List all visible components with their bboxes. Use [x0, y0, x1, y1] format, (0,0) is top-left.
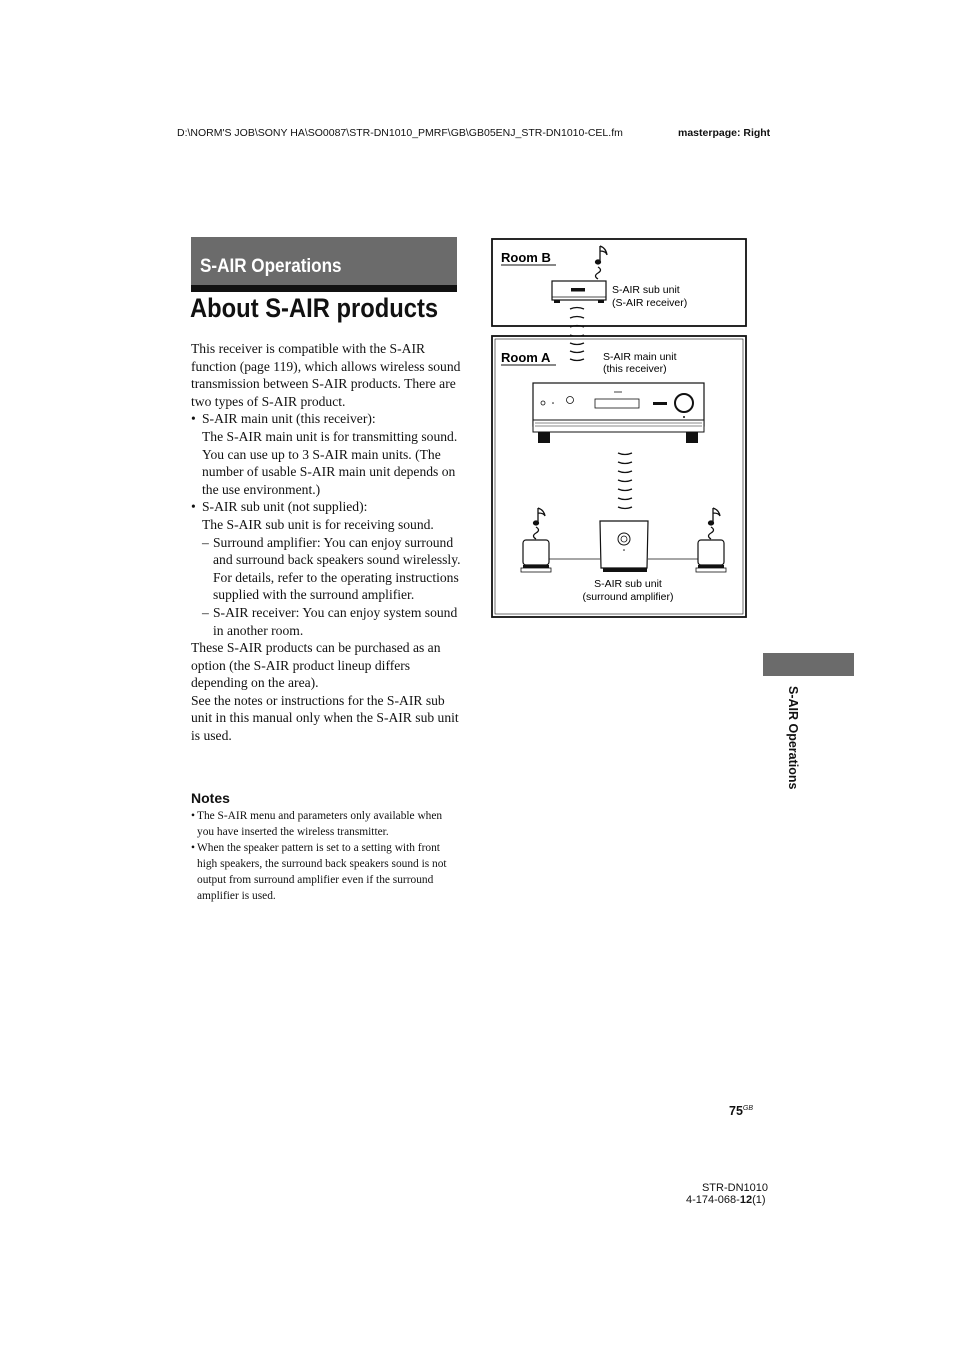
- room-a-box: [492, 336, 746, 617]
- main-unit-label-1: S-AIR main unit: [603, 351, 677, 363]
- bullet-main-unit: • S-AIR main unit (this receiver):: [191, 410, 461, 428]
- notes-list: [191, 808, 459, 904]
- s-air-receiver-device: [552, 281, 606, 303]
- sub-amp-label-2: (surround amplifier): [582, 591, 674, 603]
- notes-title: Notes: [191, 790, 230, 806]
- document-code: [686, 1194, 766, 1206]
- room-a-label: Room A: [501, 350, 551, 365]
- section-band-rule: [191, 285, 457, 292]
- s-air-diagram: [490, 237, 750, 622]
- see-notes-paragraph: See the notes or instructions for the S-AIR sub unit in this manual only when the S-AIR sub unit is used.: [191, 692, 459, 744]
- dash-surround-amp: – Surround amplifier: You can enjoy surround and surround back speakers sound wirelessly. For details, refer to the operating instructions supplied with the surround amplifier.: [191, 534, 461, 604]
- page-number-value: 75: [729, 1104, 743, 1118]
- surround-speaker-left: [521, 540, 551, 572]
- intro-paragraph: This receiver is compatible with the S-AIR function (page 119), which allows wireless sound transmission between S-AIR products. There are two types of S-AIR product.: [191, 341, 461, 409]
- side-tab-text: S-AIR Operations: [786, 686, 800, 790]
- note-item: • When the speaker pattern is set to a setting with front high speakers, the surround back speakers sound is not output from surround amplifier even if the surround amplifier is used.: [191, 840, 459, 904]
- side-tab: [763, 653, 854, 676]
- page-heading: About S-AIR products: [190, 293, 439, 323]
- section-title: S-AIR Operations: [200, 256, 342, 277]
- main-unit-label-2: (this receiver): [603, 363, 667, 375]
- code-bold: 12: [739, 1194, 753, 1206]
- sub-receiver-label-2: (S-AIR receiver): [612, 297, 688, 309]
- main-unit-desc-1: The S-AIR main unit is for transmitting sound.: [202, 428, 458, 444]
- page-number: [729, 1104, 753, 1118]
- dash-receiver: – S-AIR receiver: You can enjoy system sound in another room.: [191, 604, 461, 639]
- bullet-sub-unit: • S-AIR sub unit (not supplied):: [191, 498, 461, 516]
- page-number-suffix: GB: [742, 1104, 754, 1112]
- room-b-label: Room B: [501, 250, 551, 265]
- main-unit-desc-2: You can use up to 3 S-AIR main units. (The number of usable S-AIR main unit depends on the use environment.): [202, 446, 456, 497]
- surround-amplifier-device: [600, 521, 648, 572]
- purchase-paragraph: These S-AIR products can be purchased as an option (the S-AIR product lineup differs depending on the area).: [191, 640, 441, 691]
- sub-receiver-label-1: S-AIR sub unit: [612, 284, 680, 296]
- sub-amp-label-1: S-AIR sub unit: [594, 578, 662, 590]
- sub-unit-desc: The S-AIR sub unit is for receiving sound.: [202, 516, 434, 532]
- code-prefix: 4-174-068-: [686, 1194, 740, 1206]
- surround-speaker-right: [696, 540, 726, 572]
- model-number: STR-DN1010: [701, 1182, 768, 1194]
- code-suffix: (1): [752, 1194, 766, 1206]
- header-masterpage: masterpage: Right: [678, 127, 771, 139]
- side-tab-label: [786, 686, 806, 816]
- header-file-path: D:\NORM'S JOB\SONY HA\SO0087\STR-DN1010_PMRF\GB\GB05ENJ_STR-DN1010-CEL.fm: [177, 127, 623, 139]
- note-item: • The S-AIR menu and parameters only available when you have inserted the wireless transmitter.: [191, 808, 459, 840]
- body-text: [191, 340, 461, 745]
